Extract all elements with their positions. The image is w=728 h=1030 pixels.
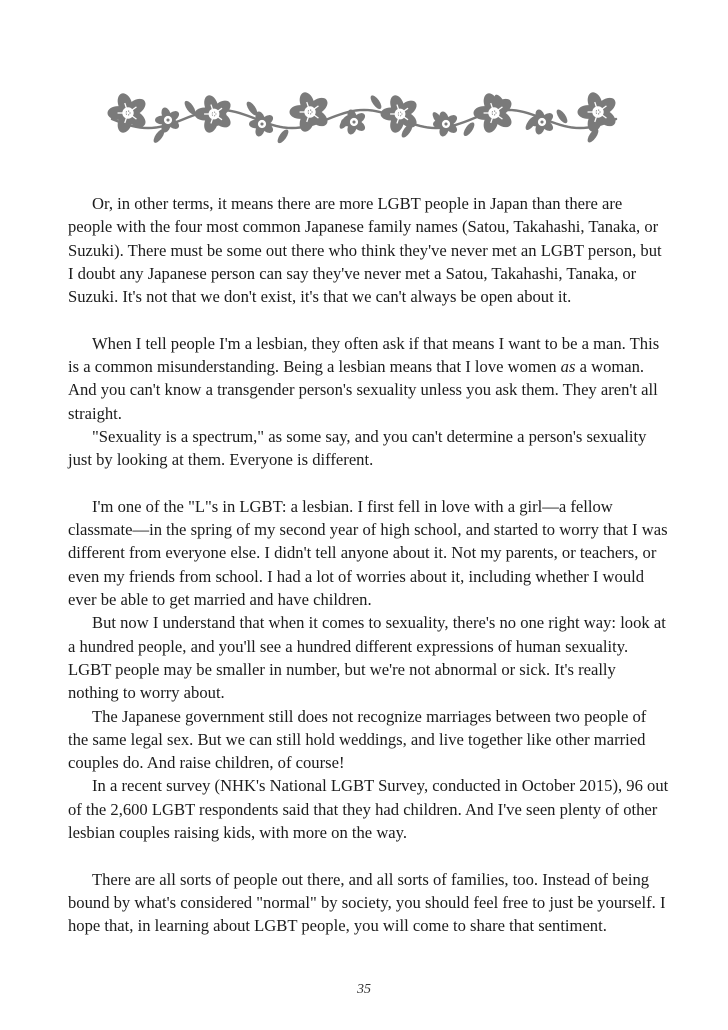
paragraph-no-one-right-way: But now I understand that when it comes to sexuality, there's no one right way: look at a hundred people, and you'll see a hundred different expressions of human sexuality. LGBT people may be smaller in number, but we're not abnormal or sick. It's really nothing to worry about. [68, 613, 666, 703]
blossom-icon [381, 94, 420, 135]
paragraph-sexuality-spectrum: "Sexuality is a spectrum," as some say, and you can't determine a person's sexuality just by looking at them. Everyone is different. [68, 426, 647, 470]
leaf-icon [276, 128, 291, 145]
body-text [68, 192, 670, 938]
blossom-icon [473, 91, 514, 134]
paragraph-lgbt-population: Or, in other terms, it means there are more LGBT people in Japan than there are people with the four most common Japanese family names (Satou, Takahashi, Tanaka, or Suzuki). There must be some out there who think they've never met an LGBT person, but I doubt any Japanese person can say they've never met a Satou, Takahashi, Tanaka, or Suzuki. It's not that we don't exist, it's that we can't always be open about it. [68, 194, 662, 307]
paragraph-first-love: I'm one of the "L"s in LGBT: a lesbian. I first fell in love with a girl—a fellow classmate—in the spring of my second year of high school, and started to worry that I was different from everyone else. I didn't tell anyone about it. Not my parents, or teachers, or even my friends from school. I had a lot of worries about it, including whether I would ever be able to get married and have children. [68, 496, 668, 610]
paragraph-survey: In a recent survey (NHK's National LGBT Survey, conducted in October 2015), 96 out of the 2,600 LGBT respondents said that they had children. And I've seen plenty of other lesbian couples raising kids, with more on the way. [68, 776, 669, 843]
blossom-icon [195, 94, 234, 135]
paragraph-lesbian-misunderstanding [68, 332, 670, 425]
leaf-icon [369, 94, 384, 111]
emphasis-text: as [560, 357, 576, 377]
paragraph-be-yourself: There are all sorts of people out there, and all sorts of families, too. Instead of being bound by what's considered "normal" by society, you should feel free to just be yourself. I hope that, in learning about LGBT people, you will come to share that sentiment. [68, 869, 666, 936]
paragraph-text: a woman. And you can't know a transgender person's sexuality unless you ask them. They aren't all straight. [68, 357, 658, 423]
blossom-icon [155, 106, 181, 133]
paragraph-same-sex-marriage: The Japanese government still does not recognize marriages between two people of the same legal sex. But we can still hold weddings, and live together like other married couples do. And raise children, of course! [68, 706, 647, 773]
page-number: 35 [357, 982, 371, 997]
leaf-icon [555, 108, 570, 125]
cherry-blossom-vine-ornament-icon [104, 80, 624, 158]
paragraph-text: When I tell people I'm a lesbian, they often ask if that means I want to be a man. This is a common misunderstanding. Being a lesbian means that I love women [68, 333, 660, 377]
